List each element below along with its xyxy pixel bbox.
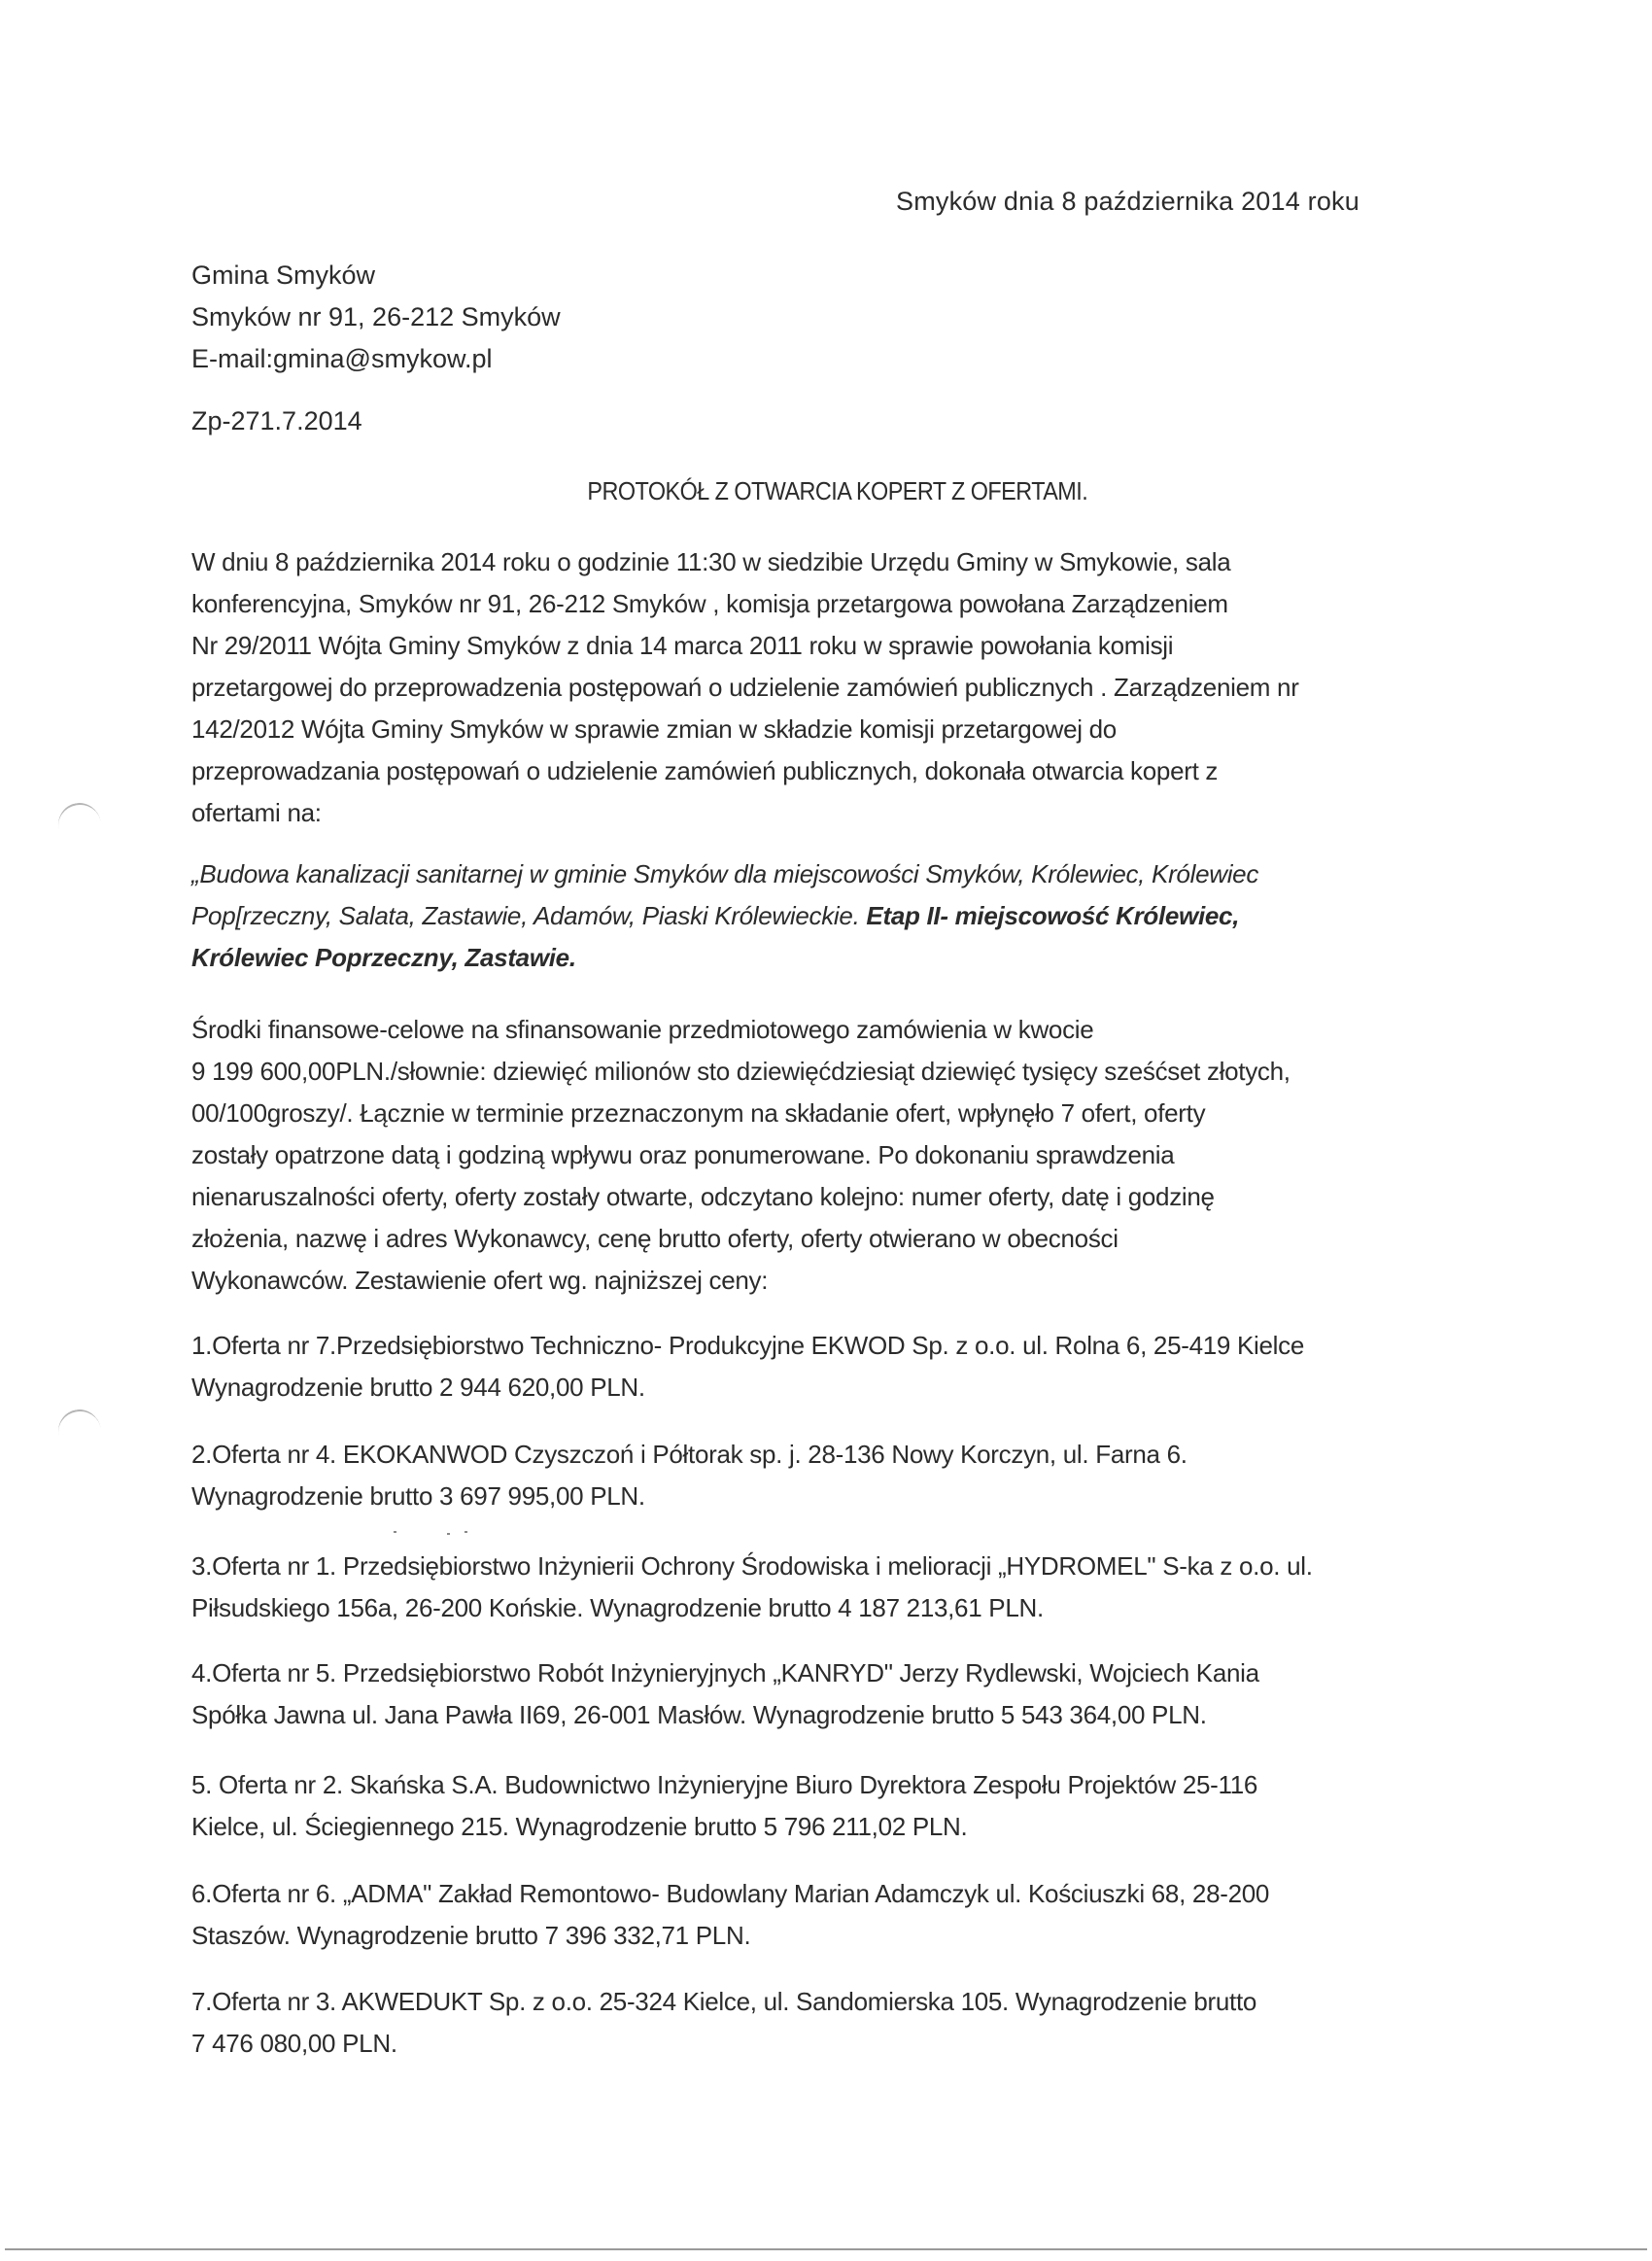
place-and-date: Smyków dnia 8 października 2014 roku xyxy=(896,187,1359,216)
offer-description: 7.Oferta nr 3. AKWEDUKT Sp. z o.o. 25-324 Kielce, ul. Sandomierska 105. Wynagrodzenie brutto xyxy=(191,1987,1257,2016)
offer-item xyxy=(191,1652,1455,1736)
offer-description: 5. Oferta nr 2. Skańska S.A. Budownictwo Inżynieryjne Biuro Dyrektora Zespołu Projektów 25-116 xyxy=(191,1770,1258,1799)
hole-punch-mark xyxy=(54,800,104,852)
offer-item xyxy=(191,1873,1455,1957)
offer-item xyxy=(191,1546,1455,1629)
sender-email: E-mail:gmina@smykow.pl xyxy=(191,344,493,373)
offer-item xyxy=(191,1764,1455,1848)
text-line: przetargowej do przeprowadzenia postępowań o udzielenie zamówień publicznych . Zarządzeniem nr xyxy=(191,673,1299,702)
offer-description: 4.Oferta nr 5. Przedsiębiorstwo Robót Inżynieryjnych „KANRYD" Jerzy Rydlewski, Wojciech Kania xyxy=(191,1658,1259,1687)
text-line: 9 199 600,00PLN./słownie: dziewięć milionów sto dziewięćdziesiąt dziewięć tysięcy sześćset złotych, xyxy=(191,1057,1291,1086)
intro-paragraph xyxy=(191,541,1455,834)
offer-price: Wynagrodzenie brutto 3 697 995,00 PLN. xyxy=(191,1481,645,1511)
text-line: Środki finansowe-celowe na sfinansowanie przedmiotowego zamówienia w kwocie xyxy=(191,1015,1094,1044)
sender-name: Gmina Smyków xyxy=(191,261,376,290)
text-line: nienaruszalności oferty, oferty zostały otwarte, odczytano kolejno: numer oferty, datę i godzinę xyxy=(191,1182,1215,1211)
text-line: ofertami na: xyxy=(191,798,322,827)
scan-speck xyxy=(394,1531,396,1533)
text-line: W dniu 8 października 2014 roku o godzinie 11:30 w siedzibie Urzędu Gminy w Smykowie, sala xyxy=(191,547,1231,576)
document-title: PROTOKÓŁ Z OTWARCIA KOPERT Z OFERTAMI. xyxy=(587,476,1088,505)
offer-description: 1.Oferta nr 7.Przedsiębiorstwo Techniczno- Produkcyjne EKWOD Sp. z o.o. ul. Rolna 6, 25-419 Kielce xyxy=(191,1331,1305,1360)
offer-description: 3.Oferta nr 1. Przedsiębiorstwo Inżynierii Ochrony Środowiska i melioracji „HYDROMEL" S-ka z o.o. ul. xyxy=(191,1551,1313,1581)
text-line: 00/100groszy/. Łącznie w terminie przeznaczonym na składanie ofert, wpłynęło 7 ofert, oferty xyxy=(191,1098,1206,1128)
text-line: 142/2012 Wójta Gminy Smyków w sprawie zmian w składzie komisji przetargowej do xyxy=(191,714,1117,744)
hole-punch-mark xyxy=(54,1407,104,1458)
offer-price: Wynagrodzenie brutto 2 944 620,00 PLN. xyxy=(191,1373,645,1402)
text-line: „Budowa kanalizacji sanitarnej w gminie Smyków dla miejscowości Smyków, Królewiec, Królewiec xyxy=(191,859,1259,888)
text-line: przeprowadzania postępowań o udzielenie zamówień publicznych, dokonała otwarcia kopert z xyxy=(191,756,1219,785)
reference-number: Zp-271.7.2014 xyxy=(191,406,362,435)
scan-speck xyxy=(447,1533,450,1535)
sender-address: Smyków nr 91, 26-212 Smyków xyxy=(191,302,561,331)
offer-price: Staszów. Wynagrodzenie brutto 7 396 332,71 PLN. xyxy=(191,1921,751,1950)
offer-price: 7 476 080,00 PLN. xyxy=(191,2029,397,2058)
offer-item xyxy=(191,1434,1455,1517)
offer-description: 6.Oferta nr 6. „ADMA" Zakład Remontowo- Budowlany Marian Adamczyk ul. Kościuszki 68, 28-200 xyxy=(191,1879,1270,1908)
subject-italic-part: Pop[rzeczny, Salata, Zastawie, Adamów, Piaski Królewieckie. xyxy=(191,901,867,930)
text-line: zostały opatrzone datą i godziną wpływu oraz ponumerowane. Po dokonaniu sprawdzenia xyxy=(191,1140,1175,1169)
text-line: Wykonawców. Zestawienie ofert wg. najniższej ceny: xyxy=(191,1266,769,1295)
contract-subject xyxy=(191,853,1455,979)
funds-paragraph xyxy=(191,1009,1455,1302)
text-line xyxy=(191,895,1455,937)
offer-description: 2.Oferta nr 4. EKOKANWOD Czyszczoń i Półtorak sp. j. 28-136 Nowy Korczyn, ul. Farna 6. xyxy=(191,1440,1187,1469)
text-line: złożenia, nazwę i adres Wykonawcy, cenę brutto oferty, oferty otwierano w obecności xyxy=(191,1224,1119,1253)
offer-price: Spółka Jawna ul. Jana Pawła II69, 26-001 Masłów. Wynagrodzenie brutto 5 543 364,00 PLN. xyxy=(191,1700,1207,1729)
offer-item xyxy=(191,1325,1455,1409)
text-line: konferencyjna, Smyków nr 91, 26-212 Smyków , komisja przetargowa powołana Zarządzeniem xyxy=(191,589,1228,618)
offer-price: Kielce, ul. Ściegiennego 215. Wynagrodzenie brutto 5 796 211,02 PLN. xyxy=(191,1812,968,1841)
offer-price: Piłsudskiego 156a, 26-200 Końskie. Wynagrodzenie brutto 4 187 213,61 PLN. xyxy=(191,1593,1044,1622)
scan-speck xyxy=(465,1531,467,1533)
offer-item xyxy=(191,1981,1455,2065)
sender-block xyxy=(191,255,561,380)
bottom-edge-line xyxy=(5,2248,1647,2250)
text-line: Nr 29/2011 Wójta Gminy Smyków z dnia 14 marca 2011 roku w sprawie powołania komisji xyxy=(191,631,1174,660)
subject-stage-bold-continued: Królewiec Poprzeczny, Zastawie. xyxy=(191,943,576,972)
subject-stage-bold: Etap II- miejscowość Królewiec, xyxy=(866,901,1240,930)
